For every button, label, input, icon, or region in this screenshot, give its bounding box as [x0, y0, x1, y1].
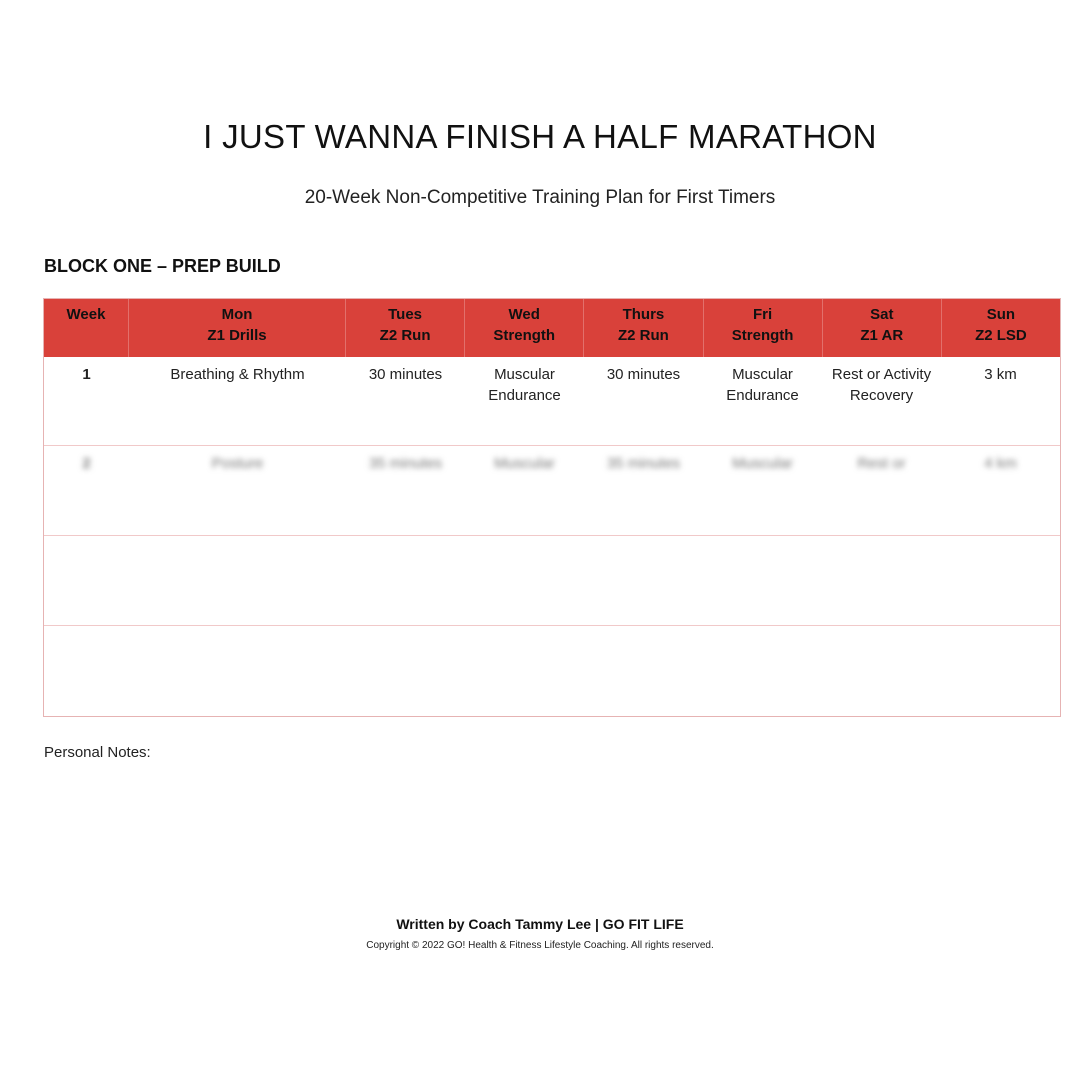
header-day-label: Thurs — [622, 306, 665, 323]
copyright-notice: Copyright © 2022 GO! Health & Fitness Lifestyle Coaching. All rights reserved. — [366, 940, 714, 951]
thu-cell: 35 minutes — [606, 455, 681, 472]
sun-cell: 4 km — [984, 455, 1017, 472]
fri-cell: Muscular — [732, 455, 793, 472]
sat-cell: Rest or — [857, 455, 906, 472]
header-day-label: Tues — [388, 306, 423, 323]
table-row-obscured — [44, 536, 1060, 626]
header-type-label: Z1 AR — [860, 327, 904, 344]
header-day-label: Mon — [221, 306, 253, 323]
tue-cell: 35 minutes — [368, 455, 443, 472]
header-wed — [465, 299, 584, 357]
sat-cell: Rest or Activity Recovery — [831, 366, 932, 404]
header-day-label: Sun — [986, 306, 1016, 323]
mon-cell: Breathing & Rhythm — [170, 366, 305, 383]
personal-notes-label: Personal Notes: — [44, 744, 151, 761]
document-subtitle: 20-Week Non-Competitive Training Plan for First Timers — [304, 187, 776, 208]
header-sun — [942, 299, 1060, 357]
header-type-label: Z2 Run — [379, 327, 431, 344]
sun-cell: 3 km — [984, 366, 1017, 383]
header-week — [44, 299, 129, 357]
mon-cell: Posture — [211, 455, 264, 472]
header-type-label: Z1 Drills — [207, 327, 267, 344]
header-tue — [346, 299, 465, 357]
week-cell: 1 — [82, 366, 91, 383]
table-header-row — [44, 299, 1060, 357]
header-sat — [823, 299, 942, 357]
table-row — [44, 446, 1060, 536]
header-type-label: Strength — [731, 327, 794, 344]
header-day-label: Fri — [753, 306, 773, 323]
header-day-label: Week — [66, 306, 106, 323]
document-title: I JUST WANNA FINISH A HALF MARATHON — [203, 118, 877, 155]
header-type-label: Strength — [493, 327, 556, 344]
training-plan-table — [43, 298, 1061, 717]
block-heading: BLOCK ONE – PREP BUILD — [44, 256, 281, 276]
header-day-label: Sat — [870, 306, 894, 323]
thu-cell: 30 minutes — [606, 366, 681, 383]
header-fri — [704, 299, 823, 357]
header-day-label: Wed — [508, 306, 540, 323]
tue-cell: 30 minutes — [368, 366, 443, 383]
wed-cell: Muscular Endurance — [488, 366, 561, 404]
author-credit: Written by Coach Tammy Lee | GO FIT LIFE — [396, 916, 684, 932]
table-row-obscured — [44, 626, 1060, 716]
header-type-label: Z2 LSD — [975, 327, 1027, 344]
header-mon — [129, 299, 346, 357]
fri-cell: Muscular Endurance — [726, 366, 799, 404]
week-cell: 2 — [82, 455, 91, 472]
header-thu — [584, 299, 703, 357]
wed-cell: Muscular — [494, 455, 555, 472]
table-row — [44, 357, 1060, 446]
header-type-label: Z2 Run — [618, 327, 669, 344]
